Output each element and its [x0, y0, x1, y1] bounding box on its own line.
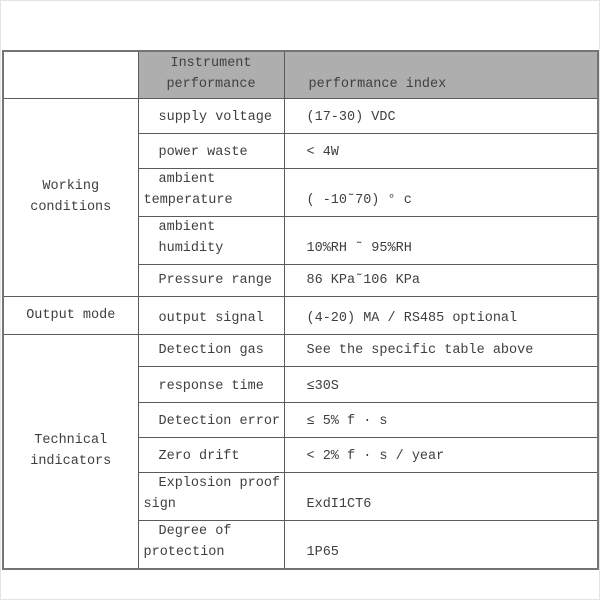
value-cell-output-signal: (4-20) MA / RS485 optional	[284, 296, 598, 334]
value-cell-zero-drift: < 2% f · s / year	[284, 437, 598, 472]
value-cell-pressure-range: 86 KPa˜106 KPa	[284, 264, 598, 296]
header-line: performance index	[308, 76, 447, 92]
value-cell-explosion-proof-sign: ExdI1CT6	[284, 472, 598, 520]
group-label-line: Working	[42, 179, 100, 194]
param-cell-degree-of-protection: Degree of protection	[138, 520, 284, 569]
header-line: Instrument	[170, 55, 252, 71]
param-cell-supply-voltage: supply voltage	[138, 98, 284, 133]
param-cell-explosion-proof-sign: Explosion proof sign	[138, 472, 284, 520]
param-cell-power-waste: power waste	[138, 133, 284, 168]
table-row	[3, 98, 598, 133]
group-label-line: Output mode	[26, 307, 116, 323]
value-cell-supply-voltage: (17-30) VDC	[284, 98, 598, 133]
param-cell-detection-gas: Detection gas	[138, 334, 284, 366]
group-cell-working-conditions	[3, 98, 138, 296]
param-cell-zero-drift: Zero drift	[138, 437, 284, 472]
header-line: performance	[166, 76, 256, 92]
spec-table	[2, 50, 599, 570]
header-row	[3, 51, 598, 98]
header-cell-performance-index	[284, 51, 598, 98]
param-cell-response-time: response time	[138, 366, 284, 402]
value-cell-detection-error: ≤ 5% f · s	[284, 402, 598, 437]
param-cell-ambient-humidity: ambient humidity	[138, 216, 284, 264]
value-cell-power-waste: < 4W	[284, 133, 598, 168]
table-row	[3, 334, 598, 366]
param-cell-output-signal: output signal	[138, 296, 284, 334]
group-cell-output-mode	[3, 296, 138, 334]
group-label-line: Technical	[34, 433, 108, 448]
param-cell-detection-error: Detection error	[138, 402, 284, 437]
header-cell-instrument-performance	[138, 51, 284, 98]
value-cell-ambient-humidity: 10%RH ˜ 95%RH	[284, 216, 598, 264]
group-label-line: indicators	[30, 454, 112, 469]
group-label-line: conditions	[30, 200, 112, 215]
table-row	[3, 296, 598, 334]
header-cell-empty	[3, 51, 138, 98]
value-cell-ambient-temperature: ( -10˜70) ° c	[284, 168, 598, 216]
param-cell-pressure-range: Pressure range	[138, 264, 284, 296]
value-cell-degree-of-protection: 1P65	[284, 520, 598, 569]
group-cell-technical-indicators	[3, 334, 138, 569]
param-cell-ambient-temperature: ambient temperature	[138, 168, 284, 216]
value-cell-response-time: ≤30S	[284, 366, 598, 402]
value-cell-detection-gas: See the specific table above	[284, 334, 598, 366]
